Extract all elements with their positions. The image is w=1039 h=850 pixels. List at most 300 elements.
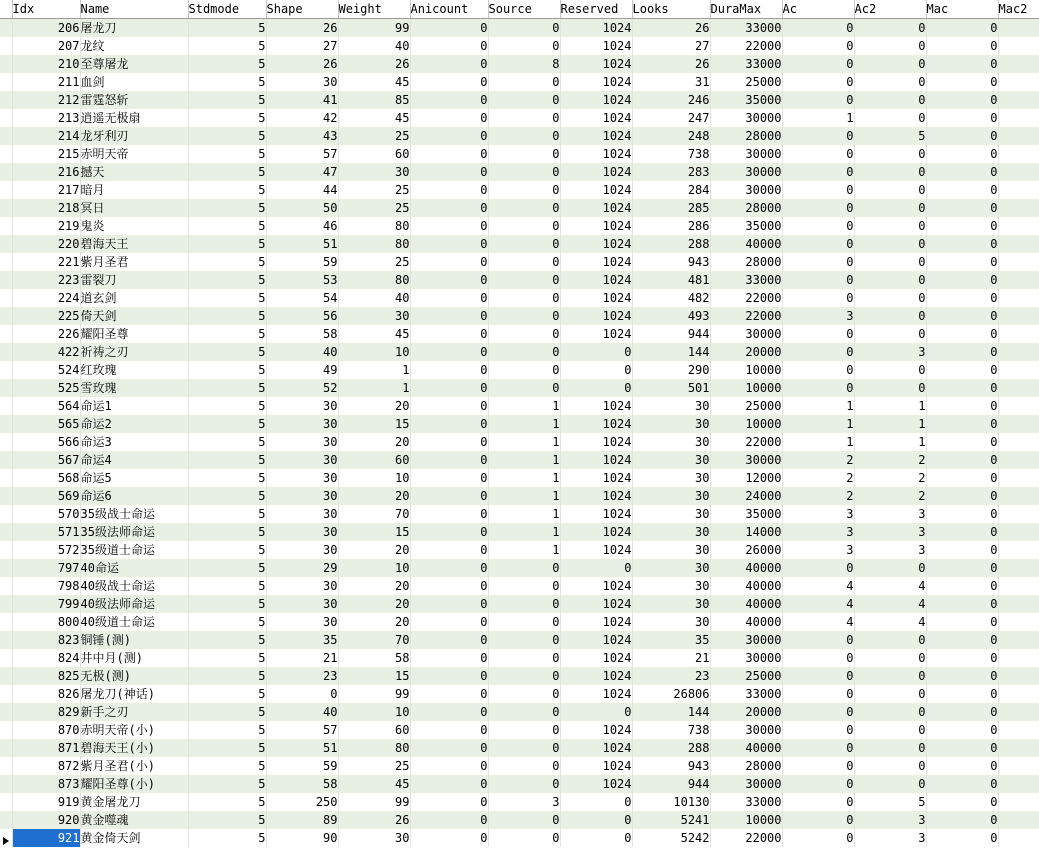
cell-name[interactable]: 赤明天帝(小) xyxy=(80,721,188,739)
cell-idx[interactable]: 207 xyxy=(12,37,80,55)
cell-ac[interactable]: 3 xyxy=(782,523,854,541)
cell-stdmode[interactable]: 5 xyxy=(188,163,266,181)
cell-looks[interactable]: 27 xyxy=(632,37,710,55)
cell-duramax[interactable]: 20000 xyxy=(710,703,782,721)
cell-stdmode[interactable]: 5 xyxy=(188,91,266,109)
cell-shape[interactable]: 59 xyxy=(266,253,338,271)
cell-mac2[interactable] xyxy=(998,361,1039,379)
cell-mac[interactable]: 0 xyxy=(926,325,998,343)
cell-weight[interactable]: 99 xyxy=(338,685,410,703)
cell-mac2[interactable] xyxy=(998,595,1039,613)
column-header-duramax[interactable]: DuraMax xyxy=(710,0,782,19)
cell-anicount[interactable]: 0 xyxy=(410,217,488,235)
cell-looks[interactable]: 283 xyxy=(632,163,710,181)
cell-stdmode[interactable]: 5 xyxy=(188,469,266,487)
cell-ac[interactable]: 0 xyxy=(782,631,854,649)
cell-idx[interactable]: 217 xyxy=(12,181,80,199)
cell-reserved[interactable]: 1024 xyxy=(560,523,632,541)
cell-anicount[interactable]: 0 xyxy=(410,757,488,775)
column-header-ac[interactable]: Ac xyxy=(782,0,854,19)
cell-looks[interactable]: 26 xyxy=(632,55,710,73)
row-marker[interactable] xyxy=(0,595,12,613)
cell-anicount[interactable]: 0 xyxy=(410,721,488,739)
cell-duramax[interactable]: 35000 xyxy=(710,217,782,235)
cell-idx[interactable]: 210 xyxy=(12,55,80,73)
cell-duramax[interactable]: 10000 xyxy=(710,361,782,379)
cell-source[interactable]: 1 xyxy=(488,451,560,469)
cell-ac[interactable]: 2 xyxy=(782,451,854,469)
cell-ac[interactable]: 4 xyxy=(782,613,854,631)
table-row[interactable] xyxy=(0,541,1039,559)
row-marker[interactable] xyxy=(0,433,12,451)
cell-mac[interactable]: 0 xyxy=(926,775,998,793)
cell-ac2[interactable]: 0 xyxy=(854,379,926,397)
cell-anicount[interactable]: 0 xyxy=(410,199,488,217)
cell-duramax[interactable]: 25000 xyxy=(710,667,782,685)
cell-reserved[interactable]: 1024 xyxy=(560,541,632,559)
cell-anicount[interactable]: 0 xyxy=(410,361,488,379)
table-row[interactable] xyxy=(0,469,1039,487)
cell-ac[interactable]: 0 xyxy=(782,721,854,739)
cell-idx[interactable]: 525 xyxy=(12,379,80,397)
cell-weight[interactable]: 30 xyxy=(338,829,410,847)
row-marker[interactable] xyxy=(0,181,12,199)
cell-mac2[interactable] xyxy=(998,343,1039,361)
cell-source[interactable]: 1 xyxy=(488,433,560,451)
cell-source[interactable]: 0 xyxy=(488,703,560,721)
row-marker[interactable] xyxy=(0,613,12,631)
cell-weight[interactable]: 25 xyxy=(338,253,410,271)
cell-source[interactable]: 0 xyxy=(488,343,560,361)
table-row[interactable] xyxy=(0,271,1039,289)
cell-stdmode[interactable]: 5 xyxy=(188,631,266,649)
cell-weight[interactable]: 60 xyxy=(338,145,410,163)
cell-source[interactable]: 3 xyxy=(488,793,560,811)
cell-anicount[interactable]: 0 xyxy=(410,703,488,721)
cell-mac2[interactable] xyxy=(998,649,1039,667)
cell-mac2[interactable] xyxy=(998,127,1039,145)
cell-mac2[interactable] xyxy=(998,829,1039,847)
column-header-ac2[interactable]: Ac2 xyxy=(854,0,926,19)
cell-weight[interactable]: 60 xyxy=(338,451,410,469)
cell-reserved[interactable]: 1024 xyxy=(560,217,632,235)
row-marker[interactable] xyxy=(0,631,12,649)
cell-reserved[interactable]: 1024 xyxy=(560,667,632,685)
cell-source[interactable]: 0 xyxy=(488,73,560,91)
column-header-stdmode[interactable]: Stdmode xyxy=(188,0,266,19)
cell-name[interactable]: 35级战士命运 xyxy=(80,505,188,523)
cell-anicount[interactable]: 0 xyxy=(410,253,488,271)
table-row[interactable] xyxy=(0,253,1039,271)
cell-ac[interactable]: 3 xyxy=(782,541,854,559)
cell-reserved[interactable]: 1024 xyxy=(560,253,632,271)
cell-idx[interactable]: 824 xyxy=(12,649,80,667)
cell-duramax[interactable]: 30000 xyxy=(710,775,782,793)
row-marker[interactable] xyxy=(0,271,12,289)
cell-idx[interactable]: 920 xyxy=(12,811,80,829)
cell-mac[interactable]: 0 xyxy=(926,685,998,703)
cell-duramax[interactable]: 30000 xyxy=(710,163,782,181)
cell-reserved[interactable]: 0 xyxy=(560,793,632,811)
row-marker[interactable] xyxy=(0,577,12,595)
cell-ac2[interactable]: 4 xyxy=(854,577,926,595)
cell-idx[interactable]: 800 xyxy=(12,613,80,631)
cell-ac2[interactable]: 0 xyxy=(854,757,926,775)
cell-stdmode[interactable]: 5 xyxy=(188,109,266,127)
cell-source[interactable]: 0 xyxy=(488,199,560,217)
cell-mac[interactable]: 0 xyxy=(926,73,998,91)
cell-source[interactable]: 0 xyxy=(488,91,560,109)
cell-ac2[interactable]: 2 xyxy=(854,451,926,469)
cell-reserved[interactable]: 1024 xyxy=(560,307,632,325)
cell-stdmode[interactable]: 5 xyxy=(188,685,266,703)
cell-stdmode[interactable]: 5 xyxy=(188,613,266,631)
cell-idx[interactable]: 219 xyxy=(12,217,80,235)
cell-mac2[interactable] xyxy=(998,235,1039,253)
cell-name[interactable]: 耀阳圣尊(小) xyxy=(80,775,188,793)
cell-mac[interactable]: 0 xyxy=(926,667,998,685)
table-row[interactable] xyxy=(0,325,1039,343)
cell-mac[interactable]: 0 xyxy=(926,127,998,145)
cell-mac[interactable]: 0 xyxy=(926,163,998,181)
cell-shape[interactable]: 52 xyxy=(266,379,338,397)
cell-stdmode[interactable]: 5 xyxy=(188,739,266,757)
cell-looks[interactable]: 501 xyxy=(632,379,710,397)
cell-duramax[interactable]: 33000 xyxy=(710,19,782,38)
cell-reserved[interactable]: 0 xyxy=(560,811,632,829)
cell-mac[interactable]: 0 xyxy=(926,613,998,631)
cell-duramax[interactable]: 30000 xyxy=(710,145,782,163)
cell-weight[interactable]: 60 xyxy=(338,721,410,739)
cell-anicount[interactable]: 0 xyxy=(410,145,488,163)
cell-mac[interactable]: 0 xyxy=(926,37,998,55)
cell-shape[interactable]: 40 xyxy=(266,703,338,721)
cell-duramax[interactable]: 40000 xyxy=(710,739,782,757)
cell-duramax[interactable]: 33000 xyxy=(710,685,782,703)
cell-mac[interactable]: 0 xyxy=(926,217,998,235)
cell-reserved[interactable]: 1024 xyxy=(560,685,632,703)
table-body[interactable] xyxy=(0,19,1039,848)
cell-stdmode[interactable]: 5 xyxy=(188,397,266,415)
cell-mac[interactable]: 0 xyxy=(926,361,998,379)
cell-ac[interactable]: 0 xyxy=(782,55,854,73)
cell-shape[interactable]: 56 xyxy=(266,307,338,325)
cell-stdmode[interactable]: 5 xyxy=(188,523,266,541)
row-marker[interactable] xyxy=(0,523,12,541)
cell-source[interactable]: 0 xyxy=(488,775,560,793)
cell-idx[interactable]: 211 xyxy=(12,73,80,91)
cell-weight[interactable]: 40 xyxy=(338,37,410,55)
cell-reserved[interactable]: 1024 xyxy=(560,433,632,451)
cell-mac[interactable]: 0 xyxy=(926,343,998,361)
cell-name[interactable]: 暗月 xyxy=(80,181,188,199)
cell-ac[interactable]: 0 xyxy=(782,559,854,577)
cell-anicount[interactable]: 0 xyxy=(410,829,488,847)
cell-shape[interactable]: 30 xyxy=(266,433,338,451)
cell-stdmode[interactable]: 5 xyxy=(188,487,266,505)
table-row[interactable] xyxy=(0,613,1039,631)
cell-ac2[interactable]: 1 xyxy=(854,415,926,433)
cell-mac2[interactable] xyxy=(998,379,1039,397)
cell-stdmode[interactable]: 5 xyxy=(188,181,266,199)
cell-looks[interactable]: 21 xyxy=(632,649,710,667)
cell-ac2[interactable]: 0 xyxy=(854,703,926,721)
cell-ac[interactable]: 0 xyxy=(782,37,854,55)
cell-weight[interactable]: 20 xyxy=(338,433,410,451)
cell-mac2[interactable] xyxy=(998,397,1039,415)
cell-looks[interactable]: 738 xyxy=(632,145,710,163)
cell-name[interactable]: 40级道士命运 xyxy=(80,613,188,631)
cell-anicount[interactable]: 0 xyxy=(410,433,488,451)
cell-reserved[interactable]: 1024 xyxy=(560,19,632,38)
cell-mac2[interactable] xyxy=(998,415,1039,433)
row-marker[interactable] xyxy=(0,19,12,38)
cell-shape[interactable]: 53 xyxy=(266,271,338,289)
cell-anicount[interactable]: 0 xyxy=(410,559,488,577)
table-row[interactable] xyxy=(0,523,1039,541)
cell-looks[interactable]: 30 xyxy=(632,397,710,415)
cell-ac2[interactable]: 0 xyxy=(854,217,926,235)
cell-mac2[interactable] xyxy=(998,541,1039,559)
row-marker[interactable] xyxy=(0,415,12,433)
cell-weight[interactable]: 26 xyxy=(338,55,410,73)
cell-duramax[interactable]: 22000 xyxy=(710,307,782,325)
cell-anicount[interactable]: 0 xyxy=(410,613,488,631)
row-marker[interactable] xyxy=(0,307,12,325)
cell-ac[interactable]: 0 xyxy=(782,163,854,181)
cell-mac[interactable]: 0 xyxy=(926,109,998,127)
cell-duramax[interactable]: 28000 xyxy=(710,253,782,271)
cell-weight[interactable]: 58 xyxy=(338,649,410,667)
cell-ac[interactable]: 0 xyxy=(782,361,854,379)
cell-ac2[interactable]: 0 xyxy=(854,199,926,217)
cell-ac[interactable]: 0 xyxy=(782,217,854,235)
column-header-weight[interactable]: Weight xyxy=(338,0,410,19)
cell-anicount[interactable]: 0 xyxy=(410,469,488,487)
cell-shape[interactable]: 30 xyxy=(266,73,338,91)
cell-reserved[interactable]: 1024 xyxy=(560,631,632,649)
table-row[interactable] xyxy=(0,703,1039,721)
cell-name[interactable]: 紫月圣君 xyxy=(80,253,188,271)
cell-mac2[interactable] xyxy=(998,577,1039,595)
cell-anicount[interactable]: 0 xyxy=(410,649,488,667)
cell-ac2[interactable]: 0 xyxy=(854,235,926,253)
cell-looks[interactable]: 943 xyxy=(632,757,710,775)
cell-source[interactable]: 0 xyxy=(488,721,560,739)
cell-ac[interactable]: 0 xyxy=(782,379,854,397)
cell-mac2[interactable] xyxy=(998,217,1039,235)
cell-ac[interactable]: 0 xyxy=(782,667,854,685)
cell-looks[interactable]: 288 xyxy=(632,235,710,253)
cell-name[interactable]: 40命运 xyxy=(80,559,188,577)
cell-mac[interactable]: 0 xyxy=(926,505,998,523)
cell-name[interactable]: 屠龙刀(神话) xyxy=(80,685,188,703)
cell-duramax[interactable]: 30000 xyxy=(710,451,782,469)
cell-ac2[interactable]: 0 xyxy=(854,253,926,271)
column-header-anicount[interactable]: Anicount xyxy=(410,0,488,19)
cell-duramax[interactable]: 40000 xyxy=(710,577,782,595)
cell-mac[interactable]: 0 xyxy=(926,253,998,271)
cell-stdmode[interactable]: 5 xyxy=(188,343,266,361)
cell-shape[interactable]: 30 xyxy=(266,613,338,631)
cell-anicount[interactable]: 0 xyxy=(410,73,488,91)
cell-duramax[interactable]: 35000 xyxy=(710,91,782,109)
cell-shape[interactable]: 58 xyxy=(266,775,338,793)
cell-name[interactable]: 碧海天王(小) xyxy=(80,739,188,757)
cell-weight[interactable]: 80 xyxy=(338,739,410,757)
cell-idx[interactable]: 226 xyxy=(12,325,80,343)
cell-source[interactable]: 0 xyxy=(488,811,560,829)
column-header-mac[interactable]: Mac xyxy=(926,0,998,19)
cell-ac2[interactable]: 0 xyxy=(854,559,926,577)
row-marker[interactable] xyxy=(0,379,12,397)
cell-stdmode[interactable]: 5 xyxy=(188,577,266,595)
table-row[interactable] xyxy=(0,667,1039,685)
table-row[interactable] xyxy=(0,217,1039,235)
cell-weight[interactable]: 45 xyxy=(338,109,410,127)
cell-anicount[interactable]: 0 xyxy=(410,307,488,325)
cell-mac[interactable]: 0 xyxy=(926,577,998,595)
cell-anicount[interactable]: 0 xyxy=(410,109,488,127)
cell-mac[interactable]: 0 xyxy=(926,415,998,433)
cell-reserved[interactable]: 1024 xyxy=(560,721,632,739)
cell-name[interactable]: 撼天 xyxy=(80,163,188,181)
cell-shape[interactable]: 26 xyxy=(266,55,338,73)
cell-anicount[interactable]: 0 xyxy=(410,379,488,397)
cell-shape[interactable]: 40 xyxy=(266,343,338,361)
row-marker[interactable] xyxy=(0,217,12,235)
cell-mac[interactable]: 0 xyxy=(926,469,998,487)
cell-name[interactable]: 命运2 xyxy=(80,415,188,433)
row-marker[interactable] xyxy=(0,451,12,469)
cell-ac2[interactable]: 0 xyxy=(854,19,926,38)
cell-mac2[interactable] xyxy=(998,811,1039,829)
cell-ac[interactable]: 1 xyxy=(782,415,854,433)
cell-mac[interactable]: 0 xyxy=(926,559,998,577)
row-marker[interactable] xyxy=(0,127,12,145)
cell-mac2[interactable] xyxy=(998,451,1039,469)
cell-ac[interactable]: 0 xyxy=(782,793,854,811)
cell-shape[interactable]: 30 xyxy=(266,415,338,433)
cell-name[interactable]: 倚天剑 xyxy=(80,307,188,325)
cell-mac2[interactable] xyxy=(998,775,1039,793)
table-row[interactable] xyxy=(0,73,1039,91)
table-row[interactable] xyxy=(0,793,1039,811)
cell-ac2[interactable]: 0 xyxy=(854,73,926,91)
cell-duramax[interactable]: 25000 xyxy=(710,397,782,415)
cell-ac2[interactable]: 3 xyxy=(854,811,926,829)
cell-mac[interactable]: 0 xyxy=(926,811,998,829)
cell-mac[interactable]: 0 xyxy=(926,433,998,451)
cell-name[interactable]: 雪玫瑰 xyxy=(80,379,188,397)
row-marker[interactable] xyxy=(0,703,12,721)
cell-looks[interactable]: 23 xyxy=(632,667,710,685)
cell-source[interactable]: 0 xyxy=(488,307,560,325)
cell-weight[interactable]: 1 xyxy=(338,379,410,397)
cell-shape[interactable]: 44 xyxy=(266,181,338,199)
cell-weight[interactable]: 99 xyxy=(338,19,410,38)
cell-mac[interactable]: 0 xyxy=(926,19,998,38)
cell-looks[interactable]: 285 xyxy=(632,199,710,217)
table-row[interactable] xyxy=(0,505,1039,523)
cell-shape[interactable]: 21 xyxy=(266,649,338,667)
cell-duramax[interactable]: 28000 xyxy=(710,127,782,145)
cell-reserved[interactable]: 1024 xyxy=(560,487,632,505)
cell-mac2[interactable] xyxy=(998,739,1039,757)
cell-name[interactable]: 红玫瑰 xyxy=(80,361,188,379)
cell-ac2[interactable]: 2 xyxy=(854,469,926,487)
table-row[interactable] xyxy=(0,307,1039,325)
table-row[interactable] xyxy=(0,451,1039,469)
row-marker[interactable] xyxy=(0,361,12,379)
row-marker[interactable] xyxy=(0,775,12,793)
cell-mac2[interactable] xyxy=(998,559,1039,577)
cell-source[interactable]: 0 xyxy=(488,289,560,307)
cell-ac2[interactable]: 4 xyxy=(854,613,926,631)
cell-stdmode[interactable]: 5 xyxy=(188,271,266,289)
cell-stdmode[interactable]: 5 xyxy=(188,829,266,847)
cell-name[interactable]: 40级法师命运 xyxy=(80,595,188,613)
cell-looks[interactable]: 738 xyxy=(632,721,710,739)
cell-idx[interactable]: 873 xyxy=(12,775,80,793)
cell-shape[interactable]: 41 xyxy=(266,91,338,109)
cell-mac2[interactable] xyxy=(998,721,1039,739)
cell-shape[interactable]: 250 xyxy=(266,793,338,811)
cell-reserved[interactable]: 0 xyxy=(560,361,632,379)
cell-shape[interactable]: 30 xyxy=(266,505,338,523)
cell-shape[interactable]: 51 xyxy=(266,235,338,253)
cell-stdmode[interactable]: 5 xyxy=(188,289,266,307)
cell-shape[interactable]: 29 xyxy=(266,559,338,577)
cell-reserved[interactable]: 1024 xyxy=(560,451,632,469)
cell-ac[interactable]: 0 xyxy=(782,127,854,145)
cell-mac2[interactable] xyxy=(998,271,1039,289)
cell-mac2[interactable] xyxy=(998,613,1039,631)
cell-stdmode[interactable]: 5 xyxy=(188,127,266,145)
cell-looks[interactable]: 944 xyxy=(632,325,710,343)
cell-stdmode[interactable]: 5 xyxy=(188,307,266,325)
cell-idx[interactable]: 524 xyxy=(12,361,80,379)
cell-looks[interactable]: 284 xyxy=(632,181,710,199)
cell-reserved[interactable]: 1024 xyxy=(560,73,632,91)
cell-mac[interactable]: 0 xyxy=(926,721,998,739)
cell-source[interactable]: 0 xyxy=(488,181,560,199)
row-marker[interactable] xyxy=(0,487,12,505)
cell-shape[interactable]: 23 xyxy=(266,667,338,685)
cell-looks[interactable]: 26806 xyxy=(632,685,710,703)
row-marker[interactable] xyxy=(0,289,12,307)
cell-weight[interactable]: 15 xyxy=(338,667,410,685)
cell-looks[interactable]: 26 xyxy=(632,19,710,38)
cell-stdmode[interactable]: 5 xyxy=(188,145,266,163)
cell-reserved[interactable]: 1024 xyxy=(560,757,632,775)
cell-ac2[interactable]: 0 xyxy=(854,325,926,343)
cell-idx[interactable]: 798 xyxy=(12,577,80,595)
cell-looks[interactable]: 290 xyxy=(632,361,710,379)
cell-idx[interactable]: 225 xyxy=(12,307,80,325)
table-row[interactable] xyxy=(0,811,1039,829)
cell-shape[interactable]: 0 xyxy=(266,685,338,703)
cell-weight[interactable]: 45 xyxy=(338,325,410,343)
cell-ac2[interactable]: 0 xyxy=(854,109,926,127)
cell-name[interactable]: 命运3 xyxy=(80,433,188,451)
cell-looks[interactable]: 30 xyxy=(632,505,710,523)
cell-weight[interactable]: 45 xyxy=(338,73,410,91)
cell-anicount[interactable]: 0 xyxy=(410,397,488,415)
cell-duramax[interactable]: 40000 xyxy=(710,595,782,613)
cell-ac2[interactable]: 5 xyxy=(854,127,926,145)
cell-source[interactable]: 0 xyxy=(488,271,560,289)
